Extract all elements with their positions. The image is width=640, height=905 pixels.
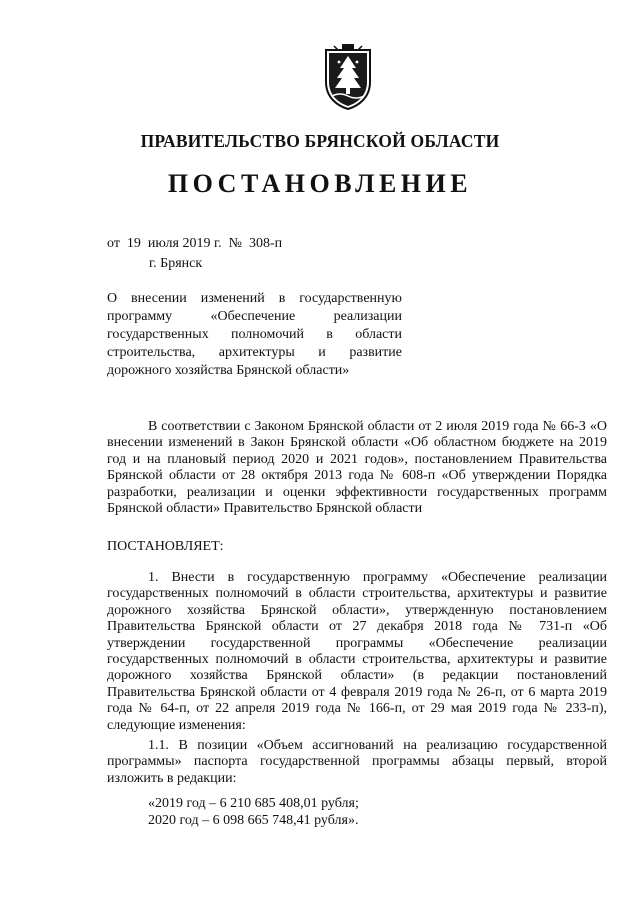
item-1-text: 1. Внести в государственную программу «Обеспечение реализации государственных полномочий в области строительства, архитектуры и развитие дорожного хозяйства Брянской области», утвержденную постановлением Правительства Брянской области от 27 декабря 2018 года № 731-п «Об утверждении государственной программы «Обеспечение реализации государственных полномочий в области строительства, архитектуры и развитие дорожного хозяйства Брянской области» (в редакции постановлений Правительства Брянской области от 4 февраля 2019 года № 26-п, от 6 марта 2019 года № 64-п, от 22 апреля 2019 года № 166-п, от 29 мая 2019 года № 233-п), следующие изменения:: [107, 570, 607, 733]
preamble-text: В соответствии с Законом Брянской области от 2 июля 2019 года № 66-З «О внесении изменений в Закон Брянской области «Об областном бюджете на 2019 год и на плановый период 2020 и 2021 годов», постановлением Правительства Брянской области от 28 октября 2013 года № 608-п «Об утверждении Порядка разработки, реализации и оценки эффективности государственных программ Брянской области» Правительство Брянской области: [107, 419, 607, 517]
document-city: г. Брянск: [149, 256, 203, 271]
resolves-heading: [107, 539, 607, 555]
document-type-title: ПОСТАНОВЛЕНИЕ: [167, 169, 473, 198]
organization-title: ПРАВИТЕЛЬСТВО БРЯНСКОЙ ОБЛАСТИ: [140, 131, 500, 151]
item-1-1-paragraph: [107, 738, 607, 787]
coat-of-arms-icon: [320, 44, 376, 110]
item-1-paragraph: [107, 570, 607, 734]
resolves-text: ПОСТАНОВЛЯЕТ:: [107, 539, 224, 554]
quote-line-2020: 2020 год – 6 098 665 748,41 рубля».: [148, 813, 359, 828]
quote-line-2019: «2019 год – 6 210 685 408,01 рубля;: [148, 796, 359, 811]
item-1-1-text: 1.1. В позиции «Объем ассигнований на реализацию государственной программы» паспорта государственной программы абзацы первый, второй изложить в редакции:: [107, 738, 607, 786]
document-date-number: от 19 июля 2019 г. № 308-п: [107, 236, 283, 251]
document-subject: О внесении изменений в государственную программу «Обеспечение реализации государственных полномочий в области строительства, архитектуры и развитие дорожного хозяйства Брянской области»: [107, 291, 402, 378]
preamble-paragraph: [107, 419, 607, 517]
